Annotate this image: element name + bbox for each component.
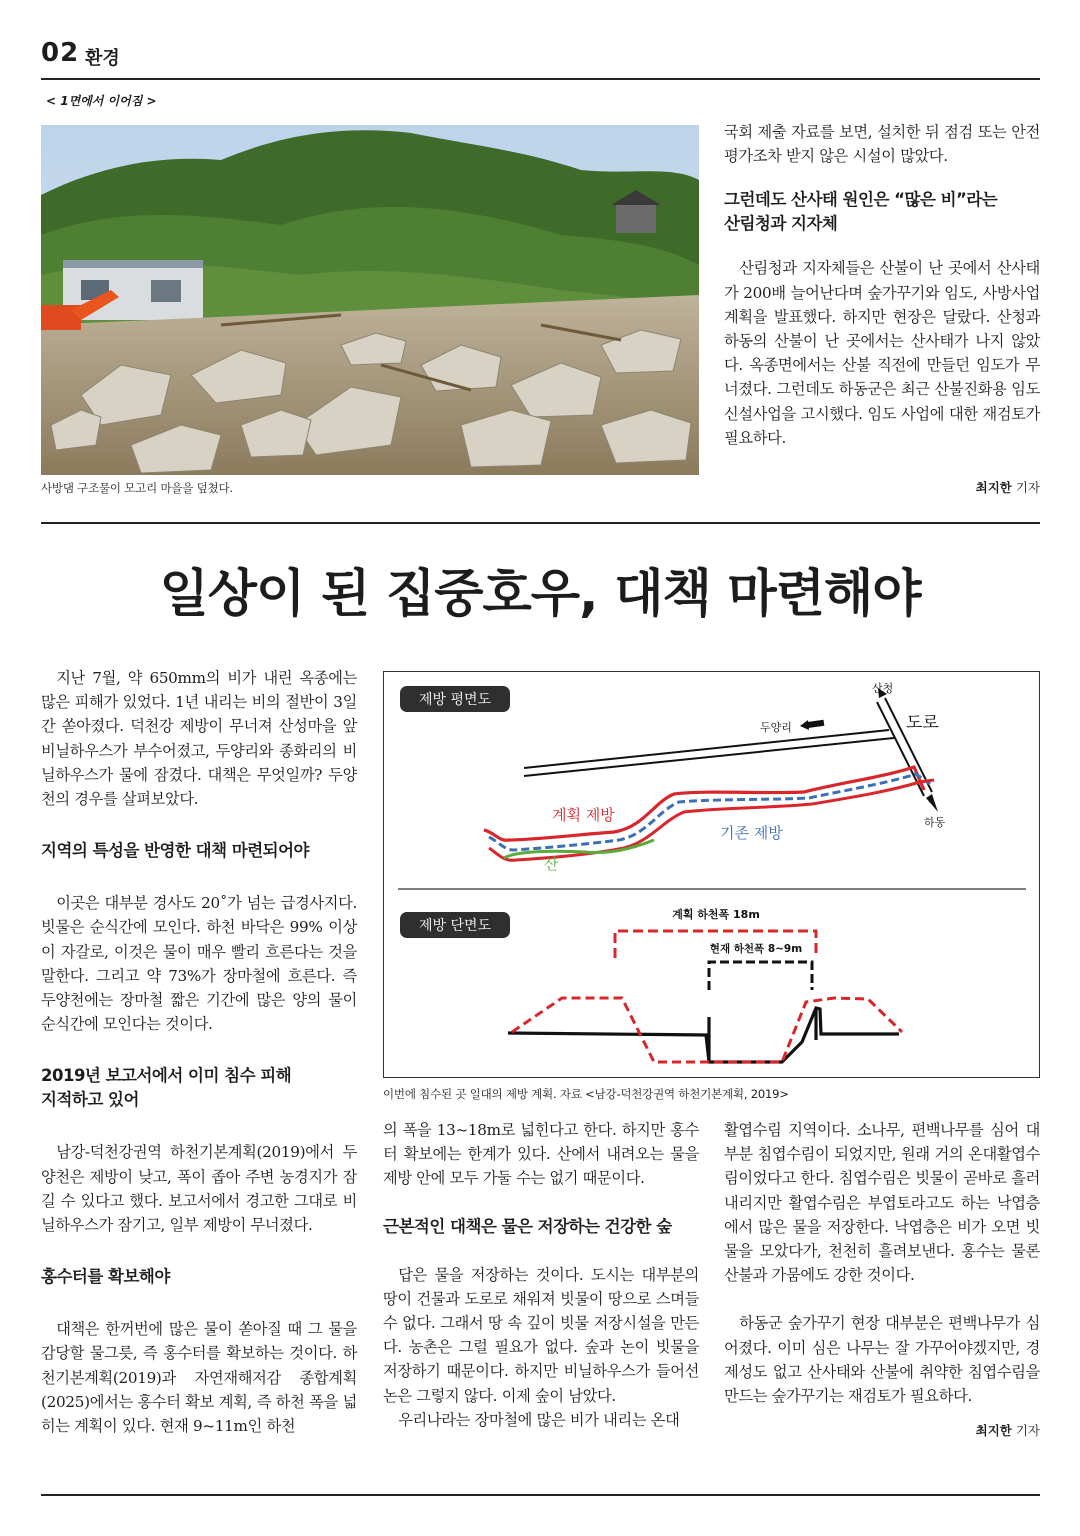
existing-cross-section (508, 1008, 899, 1062)
planned-levee-line (484, 767, 924, 840)
top-article-byline (900, 478, 1040, 496)
hadong-arrow-icon (926, 794, 938, 812)
main-column-2 (383, 1118, 699, 1432)
photo-caption: 사방댐 구조물이 모고리 마을을 덮쳤다. (41, 481, 233, 495)
header-rule (41, 78, 1040, 80)
col1-paragraph-3: 남강-덕천강권역 하천기본계획(2019)에서 두양천은 제방이 낮고, 폭이 좁아 주변 농경지가 잠길 수 있다고 했다. 보고서에서 경고한 그대로 비닐하우스가 잠기고, 일부 제방이 무너졌다. (41, 1143, 357, 1235)
col1-paragraph-2: 이곳은 대부분 경사도 20˚가 넘는 급경사지다. 빗물은 순식간에 모인다. 하천 바닥은 99% 이상이 자갈로, 이것은 물이 매우 빨리 흐른다는 것을 말한다. 그리고 약 73%가 장마철에 흐른다. 즉 두양천에는 장마철 짧은 기간에 많은 양의 물이 순식간에 모인다는 것이다. (41, 894, 357, 1034)
plan-label: 제방 평면도 (418, 692, 492, 708)
col1-paragraph-1: 지난 7월, 약 650mm의 비가 내린 옥종에는 많은 피해가 있었다. 1년 내리는 비의 절반이 3일간 쏟아졌다. 덕천강 제방이 무너져 산성마을 앞 비닐하우스가 부수어졌고, 두양리와 종화리의 비닐하우스가 물에 잠겼다. 대책은 무엇일까? 두양천의 경우를 살펴보았다. (41, 669, 357, 809)
top-article-subheading (724, 188, 1040, 236)
section-title: 환경 (85, 48, 120, 69)
top-article-lead: 국회 제출 자료를 보면, 설치한 뒤 점검 또는 안전평가조차 받지 않은 시설이 많았다. (724, 123, 1040, 166)
label-planned-levee: 계획 제방 (552, 806, 615, 824)
main-column-3 (724, 1118, 1040, 1408)
main-article-byline (900, 1421, 1040, 1439)
col2-paragraph-3: 우리나라는 장마철에 많은 비가 내리는 온대 (398, 1410, 680, 1429)
col3-paragraph-1: 활엽수림 지역이다. 소나무, 편백나무를 심어 대부분 침엽수림이 되었지만, 원래 거의 온대활엽수림이었다고 한다. 침엽수림은 빗물이 곧바로 흘러내리지만 활엽수림은 부엽토라고도 하는 낙엽층에서 많은 물을 저장한다. 낙엽층은 비가 오면 빗물을 모았다가, 천천히 흘려보낸다. 홍수는 물론 산불과 가뭄에도 강한 것이다. (724, 1121, 1040, 1285)
subheading-line-2: 산림청과 지자체 (724, 214, 838, 234)
main-headline: 일상이 된 집중호우, 대책 마련해야 (159, 565, 921, 624)
col1-subheading-2 (41, 1064, 357, 1112)
byline-name: 최지한 (975, 1423, 1012, 1438)
col1-subheading-3: 홍수터를 확보해야 (41, 1267, 170, 1287)
road-lines (524, 698, 932, 796)
section-divider (41, 522, 1040, 524)
landslide-photo (41, 125, 699, 475)
section-label: 제방 단면도 (418, 918, 492, 934)
label-road: 도로 (906, 713, 939, 733)
byline-name: 최지한 (975, 480, 1012, 495)
col2-paragraph-2: 답은 물을 저장하는 것이다. 도시는 대부분의 땅이 건물과 도로로 채워져 빗물이 땅으로 스며들 수 없다. 그래서 땅 속 깊이 빗물 저장시설을 만든다. 농촌은 그럴 필요가 없다. 숲과 논이 빗물을 저장하기 때문이다. 하지만 비닐하우스가 들어선 논은 그렇지 않다. 이제 숲이 남았다. (383, 1265, 699, 1405)
label-mountain: 산 (544, 855, 559, 873)
continued-note: < 1면에서 이어짐 > (46, 94, 157, 108)
footer-rule (41, 1494, 1040, 1496)
byline-role: 기자 (1015, 1423, 1040, 1438)
label-sancheong: 산청 (872, 682, 894, 695)
page-number: 02 (41, 38, 80, 68)
label-existing-levee: 기존 제방 (720, 824, 783, 842)
col1-subheading-1: 지역의 특성을 반영한 대책 마련되어야 (41, 841, 310, 861)
current-width-bracket (709, 962, 812, 990)
label-hadong: 하동 (924, 816, 946, 829)
levee-diagram (383, 671, 1040, 1078)
label-duyangri: 두양리 (760, 721, 792, 734)
label-planned-width: 계획 하천폭 18m (672, 908, 760, 921)
main-column-1 (41, 666, 357, 1438)
subheading-line-1: 그런데도 산사태 원인은 “많은 비”라는 (724, 190, 998, 210)
top-article-paragraph: 산림청과 지자체들은 산불이 난 곳에서 산사태가 200배 늘어난다며 숲가꾸기와 임도, 사방사업 계획을 발표했다. 하지만 현장은 달랐다. 산청과 하동의 산불이 난 곳에서는 산사태가 나지 않았다. 옥종면에서는 산불 직전에 만들던 임도가 무너졌다. 그런데도 하동군은 최근 산불진화용 임도 신설사업을 고시했다. 임도 사업에 대한 재검토가 필요하다. (724, 259, 1040, 447)
col3-paragraph-2: 하동군 숲가꾸기 현장 대부분은 편백나무가 심어졌다. 이미 심은 나무는 잘 가꾸어야겠지만, 경제성도 없고 산사태와 산불에 취약한 침엽수림을 만드는 숲가꾸기는 재검토가 필요하다. (724, 1314, 1040, 1406)
col1-subheading-2-line-2: 지적하고 있어 (41, 1090, 139, 1110)
label-current-width: 현재 하천폭 8~9m (709, 943, 803, 955)
byline-role: 기자 (1015, 480, 1040, 495)
col2-subheading-1: 근본적인 대책은 물은 저장하는 건강한 숲 (383, 1216, 672, 1236)
col2-paragraph-1: 의 폭을 13~18m로 넓힌다고 한다. 하지만 홍수터 확보에는 한계가 있다. 산에서 내려오는 물을 제방 안에 모두 가둘 수는 없기 때문이다. (383, 1121, 699, 1188)
col1-paragraph-4: 대책은 한꺼번에 많은 물이 쏟아질 때 그 물을 감당할 물그릇, 즉 홍수터를 확보하는 것이다. 하천기본계획(2019)과 자연재해저감 종합계획(2025)에서는 홍수터 확보 계획, 즉 하천 폭을 넓히는 계획이 있다. 현재 9~11m인 하천 (41, 1320, 357, 1436)
col1-subheading-2-line-1: 2019년 보고서에서 이미 침수 피해 (41, 1066, 292, 1086)
figure-caption: 이번에 침수된 곳 일대의 제방 계획. 자료 <남강-덕천강권역 하천기본계획, 2019> (383, 1087, 789, 1101)
